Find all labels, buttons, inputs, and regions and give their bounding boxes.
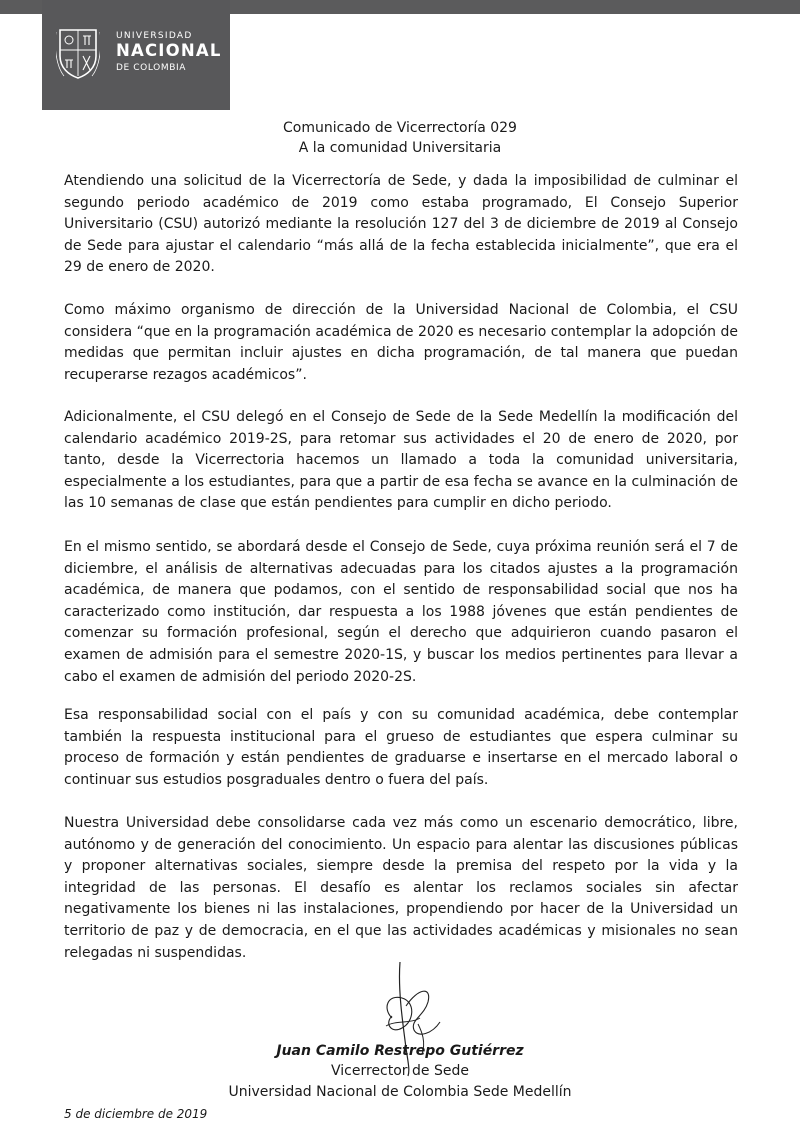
paragraph: Como máximo organismo de dirección de la Universidad Nacional de Colombia, el CSU considera “que en la programación académica de 2020 es necesario contemplar la adopción de medidas que permitan incluir ajustes en dicha programación, de tal manera que puedan recuperarse rezagos académicos”. bbox=[64, 302, 738, 383]
logo-block bbox=[42, 0, 230, 110]
office-name: Vicerrectoría de Sede bbox=[594, 33, 744, 49]
university-name-line3: DE COLOMBIA bbox=[116, 63, 186, 73]
signer-role: Vicerrector de Sede bbox=[331, 1063, 469, 1079]
paragraph: Esa responsabilidad social con el país y con su comunidad académica, debe contemplar también la respuesta institucional para el grueso de estudiantes que espera culminar su proceso de formación y están pendientes de graduarse e insertarse en el mercado laboral o continuar sus estudios posgraduales dentro o fuera del país. bbox=[64, 707, 738, 788]
document-date: 5 de diciembre de 2019 bbox=[64, 1107, 208, 1121]
document-title: Comunicado de Vicerrectoría 029 bbox=[283, 120, 517, 136]
paragraph: Adicionalmente, el CSU delegó en el Consejo de Sede de la Sede Medellín la modificación del calendario académico 2019-2S, para retomar sus actividades el 20 de enero de 2020, por tanto, desde la Vicerrectoria hacemos un llamado a toda la comunidad universitaria, especialmente a los estudiantes, para que a partir de esa fecha se avance en la culminación de las 10 semanas de clase que están pendientes para cumplir en dicho periodo. bbox=[64, 409, 738, 512]
signer-name: Juan Camilo Restrepo Gutiérrez bbox=[276, 1043, 524, 1059]
paragraph: Atendiendo una solicitud de la Vicerrectoría de Sede, y dada la imposibilidad de culminar el segundo periodo académico de 2019 como estaba programado, El Consejo Superior Universitario (CSU) autorizó mediante la resolución 127 del 3 de diciembre de 2019 al Consejo de Sede para ajustar el calendario “más allá de la fecha establecida inicialmente”, que era el 29 de enero de 2020. bbox=[64, 173, 738, 276]
university-name-line2: NACIONAL bbox=[116, 41, 222, 60]
university-name-line1: UNIVERSIDAD bbox=[116, 31, 193, 41]
paragraph: Nuestra Universidad debe consolidarse cada vez más como un escenario democrático, libre, autónomo y de generación del conocimiento. Un espacio para alentar las discusiones públicas y proponer alternativas sociales, siempre desde la premisa del respeto por la vida y la integridad de las personas. El desafío es alentar los reclamos sociales sin afectar negativamente los bienes ni las instalaciones, propendiendo por hacer de la Universidad un territorio de paz y de democracia, en el que las actividades académicas y misionales no sean relegadas ni suspendidas. bbox=[64, 815, 738, 961]
paragraph: En el mismo sentido, se abordará desde el Consejo de Sede, cuya próxima reunión será el 7 de diciembre, el análisis de alternativas adecuadas para los citados ajustes a la programación académica, de manera que podamos, con el sentido de responsabilidad social que nos ha caracterizado como institución, dar respuesta a los 1988 jóvenes que están pendientes de comenzar su formación profesional, según el derecho que adquirieron cuando pasaron el examen de admisión para el semestre 2020-1S, y buscar los medios pertinentes para llevar a cabo el examen de admisión del periodo 2020-2S. bbox=[64, 539, 738, 685]
document-subtitle: A la comunidad Universitaria bbox=[298, 140, 502, 156]
university-shield-icon bbox=[56, 26, 100, 80]
signer-organization: Universidad Nacional de Colombia Sede Medellín bbox=[228, 1084, 572, 1100]
